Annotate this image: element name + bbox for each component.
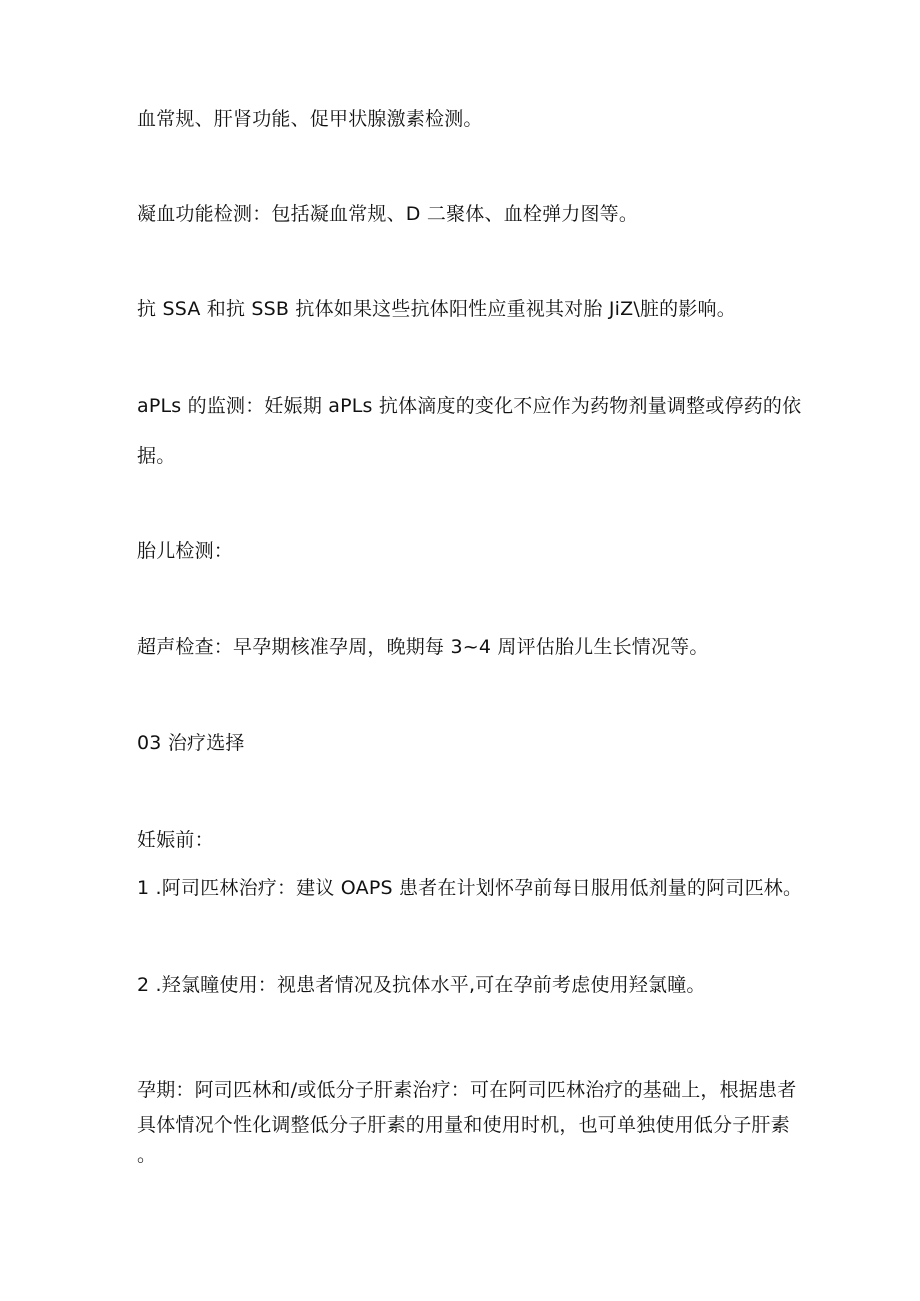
list-item-hydroxychloroquine: 2 .羟氯瞳使用：视患者情况及抗体水平,可在孕前考虑使用羟氯瞳。 [137, 974, 706, 996]
ssa-ssb-antibody-line: 抗 SSA 和抗 SSB 抗体如果这些抗体阳性应重视其对胎 JiZ\脏的影响。 [137, 298, 736, 320]
list-item-aspirin: 1 .阿司匹林治疗：建议 OAPS 患者在计划怀孕前每日服用低剂量的阿司匹林。 [137, 877, 803, 899]
apls-monitoring-line-1: aPLs 的监测：妊娠期 aPLs 抗体滴度的变化不应作为药物剂量调整或停药的依 [137, 395, 802, 417]
pregnancy-paragraph-line-3: 。 [137, 1144, 157, 1166]
pre-pregnancy-heading: 妊娠前： [137, 829, 214, 851]
blood-tests-line: 血常规、肝肾功能、促甲状腺激素检测。 [137, 108, 483, 130]
apls-monitoring-line-2: 据。 [137, 445, 176, 467]
ultrasound-line: 超声检查：早孕期核准孕周，晚期每 3~4 周评估胎儿生长情况等。 [137, 636, 709, 658]
section-heading-treatment: 03 治疗选择 [137, 732, 245, 754]
fetal-tests-heading: 胎儿检测： [137, 540, 234, 562]
pregnancy-paragraph-line-1: 孕期：阿司匹林和/或低分子肝素治疗：可在阿司匹林治疗的基础上，根据患者 [137, 1079, 797, 1101]
coagulation-tests-line: 凝血功能检测：包括凝血常规、D 二聚体、血栓弹力图等。 [137, 203, 639, 225]
pregnancy-paragraph-line-2: 具体情况个性化调整低分子肝素的用量和使用时机，也可单独使用低分子肝素 [137, 1114, 790, 1136]
